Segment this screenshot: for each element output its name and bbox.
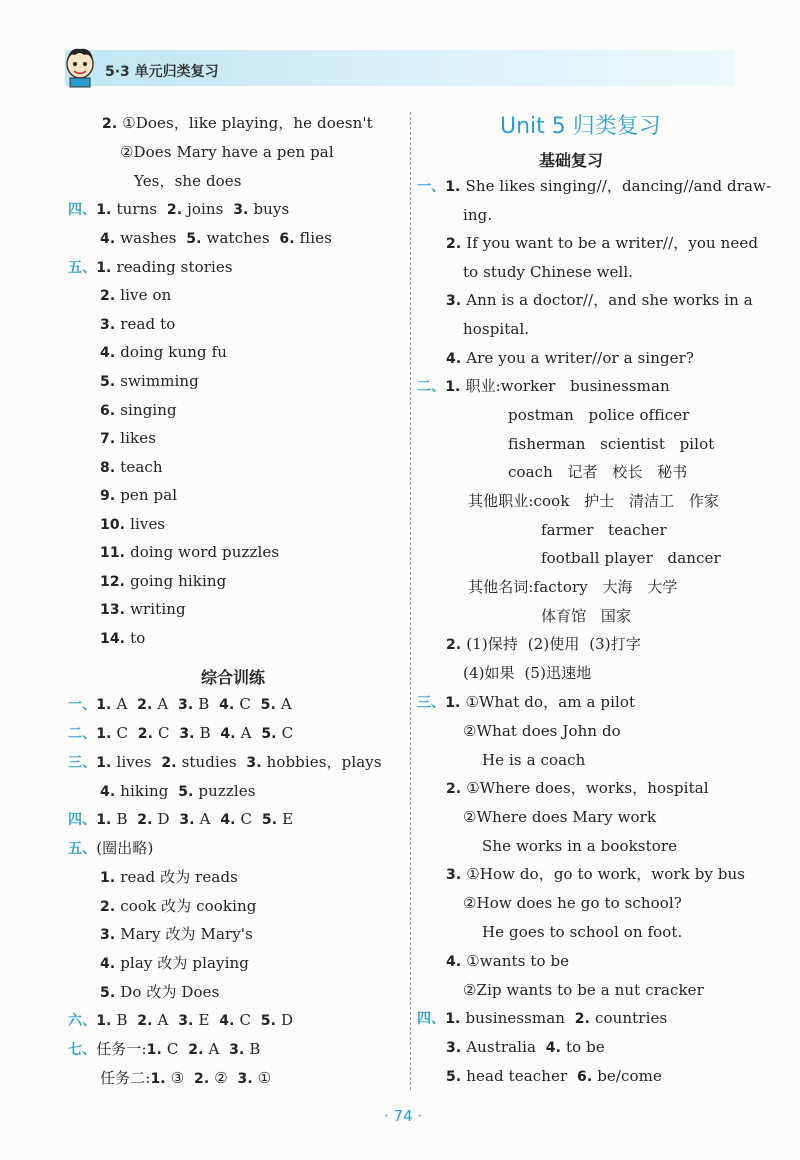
answer-text: live on — [120, 286, 172, 304]
answer-text: hospital. — [463, 320, 530, 338]
section-label: 五、 — [68, 260, 97, 276]
item-number: 5. — [261, 812, 283, 828]
answer-text: countries — [595, 1009, 668, 1027]
item-number: 5. — [446, 1069, 467, 1085]
left-answer-line — [68, 694, 292, 715]
section-label: 二、 — [417, 379, 446, 395]
item-number: 1. — [96, 812, 117, 828]
answer-text: E — [282, 810, 294, 828]
item-number: 2. — [137, 1013, 158, 1029]
left-answer-line — [68, 257, 233, 278]
answer-text: C — [239, 695, 261, 713]
right-answer-line — [446, 1066, 662, 1087]
item-number: 2. — [446, 781, 467, 797]
item-number: 4. — [100, 956, 121, 972]
answer-text: She likes singing//，dancing//and draw- — [465, 177, 772, 195]
answer-text: A — [208, 1040, 230, 1058]
item-number: 1. — [96, 697, 117, 713]
item-number: 3. — [100, 927, 121, 943]
right-answer-line — [463, 980, 704, 1000]
unit-title: Unit 5 归类复习 — [500, 114, 661, 139]
right-answer-line — [508, 434, 714, 454]
answer-text: D — [157, 810, 180, 828]
left-answer-line — [68, 838, 153, 859]
answer-text: C — [166, 1040, 189, 1058]
item-number: 2. — [166, 202, 188, 218]
item-number: 4. — [100, 345, 121, 361]
left-answer-line — [100, 371, 199, 392]
left-subtitle: 综合训练 — [201, 668, 266, 687]
item-number: 14. — [100, 631, 131, 647]
answer-text: going hiking — [130, 572, 227, 590]
left-answer-line — [100, 228, 332, 249]
item-number: 2. — [102, 116, 123, 132]
answer-text: doing kung fu — [120, 343, 227, 361]
section-label: 一、 — [417, 179, 446, 195]
left-answer-line — [100, 285, 171, 306]
left-answer-line — [100, 342, 227, 363]
left-answer-line — [68, 1039, 261, 1060]
item-number: 12. — [100, 574, 131, 590]
answer-text: turns — [116, 200, 167, 218]
section-label: 四、 — [68, 812, 97, 828]
item-number: 3. — [446, 293, 467, 309]
answer-text: head teacher — [466, 1067, 577, 1085]
answer-text: 体育馆 国家 — [541, 607, 632, 625]
item-number: 3. — [446, 867, 467, 883]
right-answer-line — [446, 348, 694, 369]
answer-text: reading stories — [116, 258, 233, 276]
item-number: 5. — [100, 985, 121, 1001]
answer-text: be/come — [597, 1067, 662, 1085]
answer-text: read to — [120, 315, 176, 333]
item-number: 1. — [96, 1013, 117, 1029]
left-answer-line — [68, 809, 293, 830]
answer-text: doing word puzzles — [130, 543, 280, 561]
item-number: 6. — [100, 403, 121, 419]
answer-text: C — [239, 1011, 261, 1029]
item-number: 3. — [446, 1040, 467, 1056]
right-answer-line — [446, 864, 745, 885]
item-number: 1. — [150, 1071, 171, 1087]
item-number: 3. — [229, 1042, 250, 1058]
answer-text: ing. — [463, 206, 493, 224]
answer-text: puzzles — [198, 782, 256, 800]
right-answer-line — [463, 319, 529, 339]
left-answer-line — [100, 867, 238, 888]
answer-text: 任务二: — [100, 1069, 151, 1087]
answer-text: pen pal — [120, 486, 178, 504]
item-number: 9. — [100, 488, 121, 504]
item-number: 1. — [445, 1011, 466, 1027]
answer-text: (4)如果 (5)迅速地 — [463, 664, 592, 682]
item-number: 4. — [545, 1040, 566, 1056]
item-number: 2. — [137, 697, 158, 713]
item-number: 2. — [100, 899, 121, 915]
answer-text: coach 记者 校长 秘书 — [508, 463, 688, 481]
item-number: 5. — [261, 726, 282, 742]
answer-text: (1)保持 (2)使用 (3)打字 — [466, 635, 641, 653]
answer-text: Yes，she does — [134, 172, 242, 190]
answer-text: lives — [116, 753, 162, 771]
right-answer-line — [417, 376, 670, 397]
answer-text: fisherman scientist pilot — [508, 435, 715, 453]
right-answer-line — [508, 405, 690, 425]
answer-text: football player dancer — [541, 549, 721, 567]
left-answer-line — [100, 400, 177, 421]
item-number: 2. — [188, 1042, 209, 1058]
column-divider — [410, 112, 411, 1090]
right-answer-line — [463, 262, 633, 282]
left-answer-line — [100, 542, 279, 563]
right-answer-line — [463, 205, 492, 225]
left-answer-line — [100, 428, 156, 449]
answer-text: teach — [120, 458, 163, 476]
answer-text: B — [249, 1040, 261, 1058]
right-answer-line — [446, 1037, 605, 1058]
right-answer-line — [463, 807, 656, 827]
answer-text: joins — [187, 200, 234, 218]
answer-text: He goes to school on foot. — [482, 923, 683, 941]
answer-text: ②Where does Mary work — [463, 808, 657, 826]
right-answer-line — [541, 548, 721, 568]
section-label: 一、 — [68, 697, 97, 713]
right-answer-line — [446, 634, 641, 655]
answer-text: ②Zip wants to be a nut cracker — [463, 981, 704, 999]
answer-text: Australia — [466, 1038, 546, 1056]
answer-text: washes — [120, 229, 187, 247]
item-number: 4. — [219, 697, 240, 713]
right-answer-line — [482, 750, 585, 770]
right-answer-line — [463, 721, 621, 741]
answer-text: B — [198, 695, 220, 713]
left-answer-line — [102, 113, 373, 134]
item-number: 6. — [576, 1069, 598, 1085]
left-answer-line — [100, 1068, 271, 1089]
answer-text: Do 改为 Does — [120, 983, 220, 1001]
answer-text: D — [281, 1011, 294, 1029]
item-number: 1. — [96, 202, 117, 218]
left-answer-line — [68, 199, 289, 220]
answer-text: ①Where does，works，hospital — [466, 779, 709, 797]
answer-text: businessman — [465, 1009, 575, 1027]
answer-text: ②Does Mary have a pen pal — [120, 143, 334, 161]
answer-text: 其他名词:factory 大海 大学 — [468, 578, 678, 596]
left-answer-line — [100, 896, 256, 917]
left-answer-line — [100, 514, 165, 535]
item-number: 5. — [100, 374, 121, 390]
answer-text: hiking — [120, 782, 179, 800]
section-label: 三、 — [417, 695, 446, 711]
right-answer-line — [463, 893, 682, 913]
answer-text: ①Does，like playing，he doesn't — [122, 114, 373, 132]
answer-text: flies — [299, 229, 332, 247]
item-number: 1. — [100, 870, 121, 886]
cartoon-boy-icon — [60, 44, 100, 88]
item-number: 3. — [100, 317, 121, 333]
answer-text: C — [281, 724, 294, 742]
right-answer-line — [541, 606, 631, 626]
left-answer-line — [100, 571, 226, 592]
section-label: 五、 — [68, 841, 97, 857]
answer-text: A — [157, 1011, 179, 1029]
answer-text: play 改为 playing — [120, 954, 249, 972]
item-number: 5. — [260, 697, 281, 713]
answer-text: C — [158, 724, 180, 742]
answer-text: to study Chinese well. — [463, 263, 634, 281]
answer-text: He is a coach — [482, 751, 586, 769]
item-number: 3. — [178, 1013, 199, 1029]
item-number: 5. — [186, 231, 207, 247]
answer-text: A — [280, 695, 292, 713]
right-answer-line — [482, 922, 682, 942]
section-label: 六、 — [68, 1013, 97, 1029]
item-number: 2. — [446, 236, 467, 252]
answer-text: ① — [257, 1069, 272, 1087]
answer-text: E — [198, 1011, 220, 1029]
answer-text: A — [116, 695, 138, 713]
left-answer-line — [134, 171, 242, 191]
item-number: 3. — [179, 812, 200, 828]
answer-text: ②How does he go to school? — [463, 894, 682, 912]
answer-text: 职业:worker businessman — [465, 377, 670, 395]
item-number: 1. — [445, 379, 466, 395]
answer-text: B — [199, 724, 221, 742]
item-number: 3. — [246, 755, 267, 771]
right-answer-line — [417, 1008, 667, 1029]
item-number: 13. — [100, 602, 131, 618]
left-answer-line — [68, 723, 293, 744]
right-answer-line — [417, 176, 771, 197]
answer-text: buys — [253, 200, 290, 218]
answer-text: likes — [120, 429, 156, 447]
item-number: 6. — [279, 231, 300, 247]
item-number: 3. — [237, 1071, 258, 1087]
answer-text: She works in a bookstore — [482, 837, 678, 855]
answer-text: lives — [130, 515, 166, 533]
left-answer-line — [100, 628, 145, 649]
answer-text: writing — [130, 600, 186, 618]
answer-text: 任务一: — [96, 1040, 147, 1058]
left-answer-line — [68, 1010, 293, 1031]
item-number: 10. — [100, 517, 131, 533]
item-number: 2. — [100, 288, 121, 304]
item-number: 7. — [100, 431, 121, 447]
answer-text: A — [199, 810, 221, 828]
item-number: 1. — [96, 260, 117, 276]
answer-text: Ann is a doctor//，and she works in a — [466, 291, 753, 309]
answer-text: Mary 改为 Mary's — [120, 925, 253, 943]
item-number: 1. — [96, 755, 117, 771]
right-answer-line — [463, 663, 591, 683]
right-answer-line — [446, 233, 758, 254]
item-number: 3. — [179, 726, 200, 742]
left-answer-line — [100, 982, 219, 1003]
item-number: 1. — [146, 1042, 167, 1058]
item-number: 1. — [445, 179, 466, 195]
item-number: 11. — [100, 545, 131, 561]
item-number: 1. — [96, 726, 117, 742]
right-answer-line — [446, 290, 753, 311]
left-answer-line — [100, 924, 253, 945]
page-number: · 74 · — [384, 1107, 423, 1125]
answer-text: (圈出略) — [96, 839, 154, 857]
item-number: 4. — [100, 231, 121, 247]
right-answer-line — [468, 491, 719, 511]
item-number: 3. — [233, 202, 254, 218]
right-answer-line — [446, 951, 569, 972]
left-answer-line — [100, 953, 249, 974]
answer-text: A — [157, 695, 179, 713]
item-number: 2. — [574, 1011, 596, 1027]
answer-text: to be — [565, 1038, 605, 1056]
left-answer-line — [100, 457, 163, 478]
answer-text: ③ — [170, 1069, 194, 1087]
answer-text: swimming — [120, 372, 199, 390]
item-number: 4. — [219, 1013, 240, 1029]
answer-text: singing — [120, 401, 177, 419]
item-number: 4. — [446, 954, 467, 970]
item-number: 4. — [446, 351, 467, 367]
answer-text: ①How do，go to work，work by bus — [466, 865, 746, 883]
item-number: 5. — [178, 784, 199, 800]
right-answer-line — [417, 692, 635, 713]
section-label: 三、 — [68, 755, 97, 771]
answer-text: ②What does John do — [463, 722, 621, 740]
answer-text: studies — [181, 753, 247, 771]
section-label: 二、 — [68, 726, 97, 742]
section-label: 四、 — [417, 1011, 446, 1027]
answer-text: cook 改为 cooking — [120, 897, 257, 915]
answer-text: C — [116, 724, 138, 742]
answer-text: to — [130, 629, 146, 647]
item-number: 2. — [446, 637, 467, 653]
item-number: 5. — [260, 1013, 282, 1029]
right-answer-line — [446, 778, 709, 799]
item-number: 2. — [194, 1071, 215, 1087]
answer-text: ①What do，am a pilot — [465, 693, 636, 711]
item-number: 2. — [137, 726, 158, 742]
section-label: 七、 — [68, 1042, 97, 1058]
answer-text: read 改为 reads — [120, 868, 238, 886]
item-number: 4. — [220, 812, 241, 828]
left-answer-line — [68, 752, 382, 773]
answer-text: B — [116, 810, 138, 828]
left-answer-line — [100, 485, 177, 506]
right-answer-line — [541, 520, 667, 540]
answer-text: watches — [206, 229, 280, 247]
item-number: 4. — [220, 726, 241, 742]
header-title: 5·3 单元归类复习 — [105, 64, 219, 80]
item-number: 4. — [100, 784, 121, 800]
item-number: 8. — [100, 460, 121, 476]
answer-text: 其他职业:cook 护士 清洁工 作家 — [468, 492, 720, 510]
answer-text: If you want to be a writer//，you need — [466, 234, 759, 252]
item-number: 2. — [161, 755, 182, 771]
answer-text: ①wants to be — [466, 952, 570, 970]
answer-text: hobbies，plays — [266, 753, 382, 771]
right-answer-line — [468, 577, 677, 597]
left-answer-line — [120, 142, 334, 162]
left-answer-line — [100, 599, 186, 620]
right-answer-line — [482, 836, 677, 856]
right-answer-line — [508, 462, 687, 482]
answer-text: farmer teacher — [541, 521, 667, 539]
section-label: 四、 — [68, 202, 97, 218]
left-answer-line — [100, 781, 256, 802]
answer-text: ② — [214, 1069, 238, 1087]
right-subtitle: 基础复习 — [539, 151, 604, 170]
answer-text: Are you a writer//or a singer? — [466, 349, 695, 367]
item-number: 3. — [178, 697, 199, 713]
answer-text: A — [240, 724, 262, 742]
left-answer-line — [100, 314, 175, 335]
answer-text: C — [240, 810, 262, 828]
item-number: 2. — [137, 812, 158, 828]
answer-text: postman police officer — [508, 406, 690, 424]
answer-text: B — [116, 1011, 138, 1029]
item-number: 1. — [445, 695, 466, 711]
